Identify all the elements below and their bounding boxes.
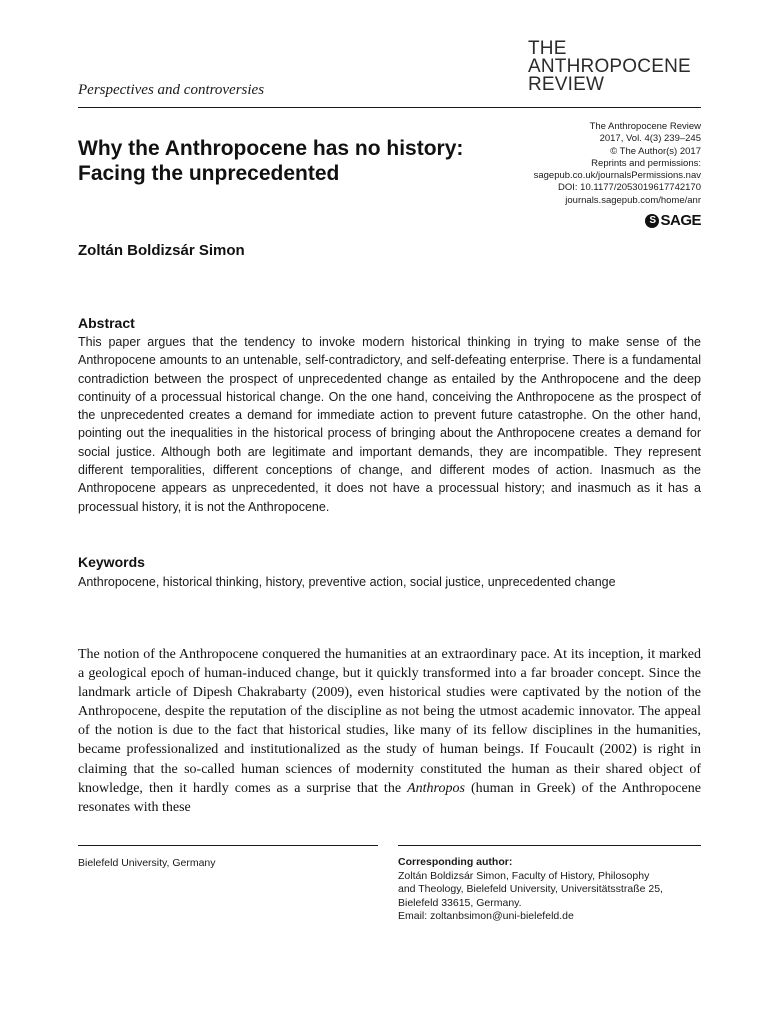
journal-logo bbox=[528, 40, 691, 94]
meta-journal-link[interactable]: journals.sagepub.com/home/anr bbox=[565, 194, 701, 206]
author-affiliation: Bielefeld University, Germany bbox=[78, 857, 216, 869]
journal-logo-line1: THE bbox=[528, 38, 567, 59]
meta-journal: The Anthropocene Review bbox=[589, 121, 701, 132]
meta-volume: 2017, Vol. 4(3) 239–245 bbox=[599, 133, 701, 145]
abstract-text: This paper argues that the tendency to invoke modern historical thinking in trying to make sense of the Anthropocene amounts to an untenable, self-contradictory, and self-defeating enterprise. There is a fundamental contradiction between the prospect of unprecedented change as entailed by the Anthropocene and the deep continuity of a processual historical change. On the one hand, conceiving the Anthropocene as the prospect of the unprecedented creates a demand for immediate action to prevent future catastrophe. On the other hand, pointing out the inequalities in the historical process of bringing about the Anthropocene creates a demand for social justice. Although both are legitimate and important demands, they are incompatible. They represent different temporalities, different conceptions of change, and different modes of action. Inasmuch as the Anthropocene appears as unprecedented, it does not have a processual history; and inasmuch as it has a processual history, it is not the Anthropocene. bbox=[78, 335, 701, 514]
journal-logo-line3: REVIEW bbox=[528, 74, 605, 95]
paper-title: Why the Anthropocene has no history: Facing the unprecedented bbox=[78, 137, 464, 185]
corresponding-author bbox=[398, 856, 698, 924]
corr-line-2: and Theology, Bielefeld University, Universitätsstraße 25, bbox=[398, 883, 663, 896]
section-label: Perspectives and controversies bbox=[78, 82, 265, 98]
corresponding-author-label: Corresponding author: bbox=[398, 856, 513, 868]
header-divider bbox=[78, 107, 701, 108]
keywords-text: Anthropocene, historical thinking, history, preventive action, social justice, unprecedented change bbox=[78, 575, 616, 589]
body-text-part2: (human in Greek) of the Anthropocene resonates with these bbox=[78, 780, 701, 815]
corr-line-1: Zoltán Boldizsár Simon, Faculty of History, Philosophy bbox=[398, 869, 650, 882]
meta-permissions-link[interactable]: sagepub.co.uk/journalsPermissions.nav bbox=[533, 170, 701, 182]
keywords-heading: Keywords bbox=[78, 554, 145, 570]
sage-wordmark: SAGE bbox=[660, 212, 701, 229]
footnote-divider-right bbox=[398, 845, 701, 846]
body-emphasis: Anthropos bbox=[407, 780, 465, 796]
sage-logo bbox=[645, 212, 701, 229]
corr-email[interactable]: Email: zoltanbsimon@uni-bielefeld.de bbox=[398, 910, 574, 923]
abstract-heading: Abstract bbox=[78, 315, 135, 331]
corr-line-3: Bielefeld 33615, Germany. bbox=[398, 896, 522, 909]
author-name: Zoltán Boldizsár Simon bbox=[78, 242, 245, 259]
body-paragraph bbox=[78, 645, 701, 817]
publication-meta bbox=[534, 121, 701, 207]
meta-doi[interactable]: DOI: 10.1177/2053019617742170 bbox=[558, 182, 701, 194]
meta-reprints: Reprints and permissions: bbox=[591, 157, 701, 169]
body-text-part1: The notion of the Anthropocene conquered the humanities at an extraordinary pace. At its inception, it marked a geological epoch of human-induced change, but it quickly transformed into a far broader concept. Since the landmark article of Dipesh Chakrabarty (2009), even historical studies were captivated by the notion of the Anthropocene, despite the reputation of the discipline as not being the utmost academic innovator. The appeal of the notion is due to the fact that historical studies, like many of its fellow disciplines in the humanities, became professionalized and institutionalized as the study of human beings. If Foucault (2002) is right in claiming that the so-called human sciences of modernity constituted the human as their shared object of knowledge, then it hardly comes as a surprise that the bbox=[78, 647, 701, 796]
sage-mark-icon: S bbox=[645, 214, 659, 228]
journal-logo-line2: ANTHROPOCENE bbox=[528, 56, 691, 77]
footnote-divider-left bbox=[78, 845, 378, 846]
meta-copyright: © The Author(s) 2017 bbox=[610, 145, 701, 157]
